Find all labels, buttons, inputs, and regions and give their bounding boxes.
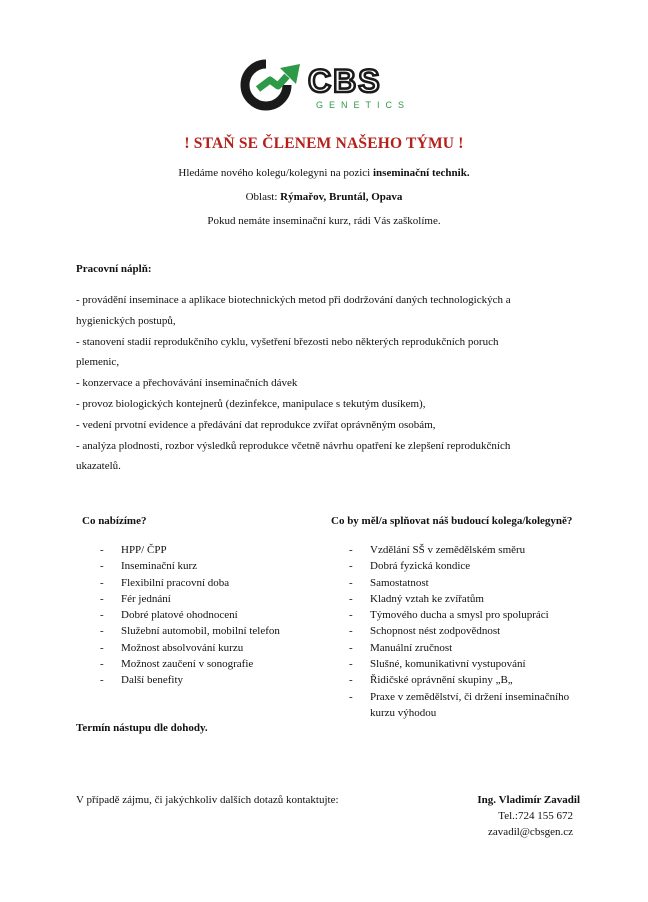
contact-prompt: V případě zájmu, či jakýchkoliv dalších dotazů kontaktujte:	[76, 794, 339, 806]
contact-email: zavadil@cbsgen.cz	[488, 826, 573, 838]
duties-title: Pracovní náplň:	[76, 263, 152, 275]
offer-item: - Služební automobil, mobilní telefon	[100, 623, 330, 639]
intro-training-line: Pokud nemáte inseminační kurz, rádi Vás zaškolíme.	[207, 215, 441, 227]
requirement-item: - Dobrá fyzická kondice	[349, 558, 609, 574]
offer-item: - Další benefity	[100, 672, 330, 688]
logo-sub-text: GENETICS	[316, 100, 411, 110]
duty-line: - provádění inseminace a aplikace biotechnických metod při dodržování daných technologických a	[76, 294, 511, 306]
offer-title: Co nabízíme?	[82, 515, 147, 527]
requirement-item: - Týmového ducha a smysl pro spolupráci	[349, 607, 609, 623]
duty-line: ukazatelů.	[76, 460, 121, 473]
intro-position-line	[0, 167, 648, 179]
duty-line: - vedení prvotní evidence a předávání dat reprodukce zvířat oprávněným osobám,	[76, 418, 436, 431]
cbs-genetics-logo-mark	[240, 56, 412, 114]
duty-line: - stanovení stadií reprodukčního cyklu, vyšetření březosti nebo některých reprodukčních poruch	[76, 335, 499, 348]
contact-phone: Tel.:724 155 672	[498, 810, 573, 822]
offer-item: - Dobré platové ohodnocení	[100, 607, 330, 623]
offer-item: - Možnost absolvování kurzu	[100, 640, 330, 656]
start-date-note: Termín nástupu dle dohody.	[76, 722, 208, 734]
requirement-item: - Kladný vztah ke zvířatům	[349, 591, 609, 607]
requirement-item: - Slušné, komunikativní vystupování	[349, 656, 609, 672]
duty-line: - provoz biologických kontejnerů (dezinfekce, manipulace s tekutým dusíkem),	[76, 397, 426, 410]
logo-brand-text: CBS	[308, 63, 382, 99]
intro-position-bold: inseminační technik.	[373, 167, 470, 179]
requirements-list	[349, 542, 609, 721]
duty-line: hygienických postupů,	[76, 314, 176, 327]
intro-area-bold: Rýmařov, Bruntál, Opava	[280, 191, 403, 203]
requirement-continuation-text: kurzu výhodou	[370, 706, 437, 719]
offer-list	[100, 542, 330, 689]
offer-item: - Možnost zaučení v sonografie	[100, 656, 330, 672]
duty-line: plemenic,	[76, 356, 120, 369]
offer-item: - Fér jednání	[100, 591, 330, 607]
duty-line: - konzervace a přechovávání inseminačních dávek	[76, 377, 298, 390]
requirement-item: - Praxe v zemědělství, či držení inseminačního	[349, 689, 609, 705]
page-headline: ! STAŇ SE ČLENEM NAŠEHO TÝMU !	[184, 135, 464, 152]
requirements-title: Co by měl/a splňovat náš budoucí kolega/kolegyně?	[331, 515, 573, 527]
duty-line: - analýza plodnosti, rozbor výsledků reprodukce včetně návrhu opatření ke zlepšení reprodukčních	[76, 439, 511, 452]
requirement-item-continuation	[349, 705, 609, 721]
requirement-item: - Samostatnost	[349, 575, 609, 591]
requirement-item: - Manuální zručnost	[349, 640, 609, 656]
offer-item: - HPP/ ČPP	[100, 542, 330, 558]
requirement-item: - Schopnost nést zodpovědnost	[349, 623, 609, 639]
requirement-item: - Vzdělání SŠ v zemědělském směru	[349, 542, 609, 558]
duties-list	[76, 290, 576, 477]
company-logo	[240, 56, 412, 114]
intro-area-text: Oblast:	[245, 191, 281, 203]
contact-name: Ing. Vladimír Zavadil	[477, 794, 580, 806]
offer-item: - Inseminační kurz	[100, 558, 330, 574]
intro-position-text: Hledáme nového kolegu/kolegyni na pozici	[178, 167, 373, 179]
intro-area-line	[0, 191, 648, 203]
offer-item: - Flexibilní pracovní doba	[100, 575, 330, 591]
requirement-item: - Řidičské oprávnění skupiny „B„	[349, 672, 609, 688]
